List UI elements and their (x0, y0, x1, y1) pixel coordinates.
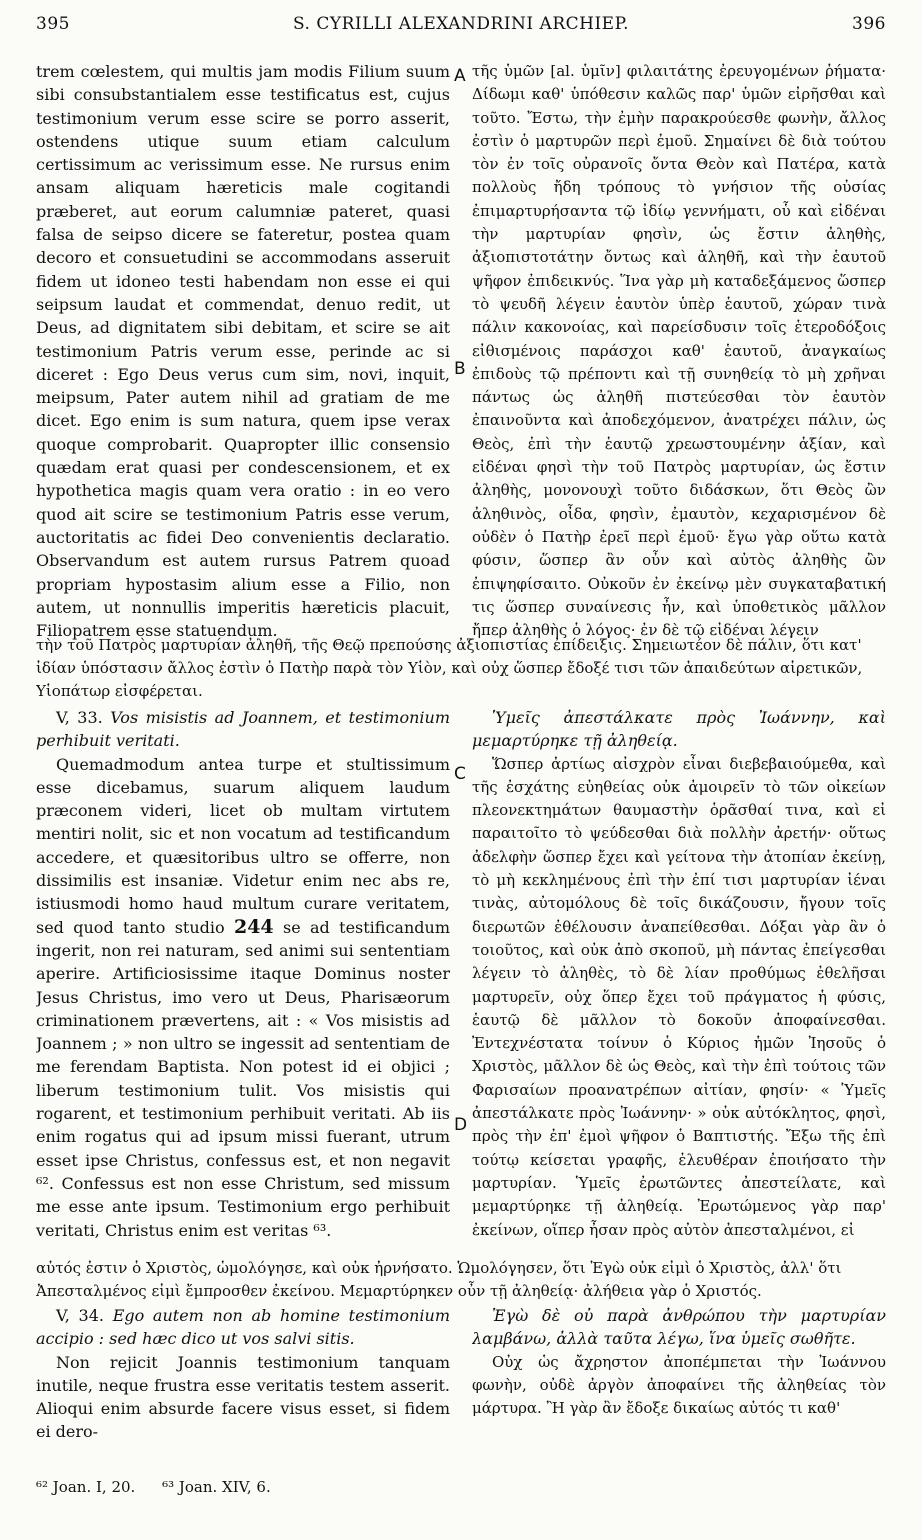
left-page-number: 395 (36, 14, 70, 34)
latin-verse-heading (36, 706, 450, 753)
margin-letter-d: D (454, 1115, 468, 1135)
greek-verse-heading: Ἐγὼ δὲ οὐ παρὰ ἀνθρώπου τὴν μαρτυρίαν λαμβάνω, ἀλλὰ ταῦτα λέγω, ἵνα ὑμεῖς σωθῆτε. (472, 1306, 886, 1349)
latin-column-1 (36, 60, 450, 647)
latin-paragraph: trem cœlestem, qui multis jam modis Filium suum sibi consubstantialem esse testificatus est, cujus testimonium verum esse scire se porro asserit, ostendens utique suum etiam calculum certissimum ac verissimum esse. Ne rursus enim ansam aliquam hæreticis male cogitandi præberet, aut eorum calumniæ pateret, quasi falsa de seipso dicere se fateretur, postea quam decoro et consuetudini se accommodans asseruit fidem ut idoneo testi habendam non esse ei qui seipsum laudat et commendat, denuo redit, ut Deus, ad dignitatem sibi debitam, et scire se ait testimonium Patris verum esse, perinde ac si diceret : Ego Deus verus cum sim, novi, inquit, meipsum, Pater autem nihil ad gratiam de me dicet. Ego enim is sum natura, quem ipse verax quoque comprobarit. Quapropter illic consensio quædam erat quasi per condescensionem, et ex hypothetica magis quam vera oratio : in eo vero quod ait scire se testimonium Patris esse verum, auctoritatis ac fidei Deo convenientis declaratio. Observandum est autem rursus Patrem quoad propriam hypostasim alium esse a Filio, non autem, ut nonnullis imperitis hæreticis placuit, Filiopatrem esse statuendum. (36, 62, 450, 641)
latin-verse-heading (36, 1304, 450, 1351)
greek-paragraph: τῆς ὑμῶν [al. ὑμῖν] φιλαιτάτης ἐρευγομένων ῥήματα· Δίδωμι καθ' ὑπόθεσιν καλῶς παρ' ὑμῶν εἰρῆσθαι καὶ τοῦτο. Ἔστω, τὴν ἐμὴν παρακρούεσθε φωνὴν, ἄλλος ἐστὶν ὁ μαρτυρῶν περὶ ἐμοῦ. Σημαίνει δὲ διὰ τούτου τὸν ἐν τοῖς οὐρανοῖς ὄντα Θεὸν καὶ Πατέρα, κατὰ πολλοὺς ἤδη τρόπους τὸ γνήσιον τῆς οὐσίας ἐπιμαρτυρήσαντα τῷ ἰδίῳ γεννήματι, οὗ καὶ εἰδέναι τὴν μαρτυρίαν φησὶν, ὡς ἔστιν ἀληθὴς, ἀξιοπιστοτάτην ὄντως καὶ ἀληθῆ, καὶ τὴν ἑαυτοῦ ψῆφον ἐπιδεικνύς. Ἵνα γὰρ μὴ καταδεξάμενος ὥσπερ τὸ ψευδῆ λέγειν ἑαυτὸν ὑπὲρ ἑαυτοῦ, χώραν τινὰ πάλιν κακονοίας, καὶ παρείσδυσιν τοῖς ἑτεροδόξοις εἰθισμένοις παράσχοι καθ' ἑαυτοῦ, ἀναγκαίως ἐπιδοὺς τῷ πρέποντι καὶ τῇ συνηθείᾳ τὸ μὴ χρῆναι πάντως ὡς ἀληθῆ πιστεύεσθαι τὸν ἑαυτὸν ἐπαινοῦντα καὶ ἀποδεχόμενον, ἀνατρέχει πάλιν, ὡς Θεὸς, ἐπὶ τὴν ἑαυτῷ χρεωστουμένην ἀξίαν, καὶ εἰδέναι φησὶ τὴν τοῦ Πατρὸς μαρτυρίαν, ὡς ἔστιν ἀληθὴς, μονονουχὶ τοῦτο διδάσκων, ὅτι Θεὸς ὢν ἀληθινὸς, οἶδα, φησὶν, ἐμαυτὸν, κεχαρισμένον δὲ οὐδὲν ὁ Πατὴρ ἐρεῖ περὶ ἐμοῦ· ἔγω γὰρ οὕτω κατὰ φύσιν, ὥσπερ ἂν οὖν καὶ αὐτὸς ἀληθὴς ὢν ἐπιψηφίσαιτο. Οὐκοῦν ἐν ἐκείνῳ μὲν συγκαταβατική τις ὥσπερ συναίνεσις ἦν, καὶ ὑποθετικὸς μᾶλλον ἤπερ ἀληθὴς ὁ λόγος· ἐν δὲ τῷ εἰδέναι λέγειν (472, 62, 886, 640)
latin-paragraph: Non rejicit Joannis testimonium tanquam inutile, neque frustra esse veritatis testem asserit. Alioqui enim absurde facere visus esset, si fidem ei dero- (36, 1352, 450, 1442)
verse-number: V, 33. (56, 708, 103, 727)
latin-column-3 (36, 1304, 450, 1444)
greek-column-1 (472, 60, 886, 647)
verse-number: V, 34. (56, 1306, 104, 1325)
greek-full-width-2 (36, 1257, 888, 1305)
margin-letter-c: C (454, 764, 466, 784)
margin-letter-a: A (454, 66, 466, 86)
right-page-number: 396 (852, 14, 886, 34)
greek-verse-heading: Ὑμεῖς ἀπεστάλκατε πρὸς Ἰωάννην, καὶ μεμαρτύρηκε τῇ ἀληθείᾳ. (472, 708, 886, 751)
greek-full-width-1 (36, 634, 888, 706)
verse-text: Vos misistis ad Joannem, et testimonium perhibuit veritati. (36, 708, 450, 751)
footnote-63: ⁶³ Joan. XIV, 6. (162, 1478, 271, 1496)
verse-text: Ego autem non ab homine testimonium accipio : sed hæc dico ut vos salvi sitis. (36, 1306, 450, 1349)
running-title: S. CYRILLI ALEXANDRINI ARCHIEP. (293, 14, 629, 34)
footnotes (36, 1478, 293, 1496)
greek-continuation: τὴν τοῦ Πατρὸς μαρτυρίαν ἀληθῆ, τῆς Θεῷ πρεπούσης ἀξιοπιστίας ἐπίδειξις. Σημειωτέον δὲ πάλιν, ὅτι κατ' ἰδίαν ὑπόστασιν ἄλλος ἐστὶν ὁ Πατὴρ παρὰ τὸν Υἱὸν, καὶ οὐχ ὥσπερ ἔδοξέ τισι τῶν ἀπαιδεύτων αἱρετικῶν, Υἱοπάτωρ εἰσφέρεται. (36, 636, 863, 700)
greek-paragraph: Ὥσπερ ἀρτίως αἰσχρὸν εἶναι διεβεβαιούμεθα, καὶ τῆς ἐσχάτης εὐηθείας οὐκ ἀμοιρεῖν τὸ τῶν οἰκείων πλεονεκτημάτων θαυμαστὴν ὁρᾶσθαί τινα, καὶ εἰ παραιτοῖτο τὸ ψεύδεσθαι διὰ πολλὴν ἀρετήν· οὕτως ἀδελφὴν ὥσπερ ἔχει καὶ γείτονα τὴν ἀτοπίαν ἐκείνῃ, τὸ μὴ κεκλημένους ἐπὶ τὴν ἐπί τισι μαρτυρίαν ἰέναι τινὰς, αὐτομόλους δὲ τοῖς δικάζουσιν, ἤγουν τοῖς διερωτῶν ἐθέλουσιν ἀναπείθεσθαι. Δόξαι γὰρ ἂν ὁ τοιοῦτος, καὶ οὐκ ἀπὸ σκοποῦ, μὴ πάντας ἐπείγεσθαι λέγειν τὸ ἀληθὲς, τὸ δὲ λίαν προθύμως ἐθελῆσαι μαρτυρεῖν, οὐχ ὅπερ ἔχει τοῦ πράγματος ἡ φύσις, ἑαυτῷ δὲ μᾶλλον τὸ δοκοῦν ἀποφαίνεσθαι. Ἐντεχνέστατα τοίνυν ὁ Κύριος ἡμῶν Ἰησοῦς ὁ Χριστὸς, μᾶλλον δὲ ὡς Θεὸς, καὶ τὴν ἐπὶ τούτοις τῶν Φαρισαίων προανατρέπων αἰτίαν, φησίν· « Ὑμεῖς ἀπεστάλκατε πρὸς Ἰωάννην· » οὐκ αὐτόκλητος, φησὶ, πρὸς τὴν ἐπ' ἐμοὶ ψῆφον ὁ Βαπτιστής. Ἔξω τῆς ἐπὶ τούτῳ κείσεται γραφῆς, ἐλευθέραν ἐποιήσατο τὴν μαρτυρίαν. Ὑμεῖς ἐρωτῶντες ἀπεστείλατε, καὶ μεμαρτύρηκε τῇ ἀληθείᾳ. Ἐρωτώμενος γὰρ παρ' ἐκείνων, οἵπερ ἦσαν πρὸς αὐτὸν ἀπεσταλμένοι, εἰ (472, 754, 886, 1239)
footnote-62: ⁶² Joan. I, 20. (36, 1478, 136, 1496)
running-header (36, 14, 886, 38)
folio-marker: 244 (233, 915, 274, 938)
greek-continuation: αὐτός ἐστιν ὁ Χριστὸς, ὡμολόγησε, καὶ οὐκ ἠρνήσατο. Ὡμολόγησεν, ὅτι Ἐγὼ οὐκ εἰμὶ ὁ Χριστὸς, ἀλλ' ὅτι Ἀπεσταλμένος εἰμὶ ἔμπροσθεν ἐκείνου. Μεμαρτύρηκεν οὖν τῇ ἀληθείᾳ· ἀλήθεια γὰρ ὁ Χριστός. (36, 1259, 842, 1300)
greek-column-3 (472, 1304, 886, 1444)
greek-paragraph: Οὐχ ὡς ἄχρηστον ἀποπέμπεται τὴν Ἰωάννου φωνὴν, οὐδὲ ἀργὸν ἀποφαίνει τῆς ἀληθείας τὸν μάρτυρα. Ἢ γὰρ ἂν ἔδοξε δικαίως αὐτός τι καθ' (472, 1352, 886, 1418)
latin-paragraph: Quemadmodum antea turpe et stultissimum esse dicebamus, suarum aliquem laudum præconem videri, licet ob multam virtutem mentiri nolit, sic et non vocatum ad testificandum accedere, et quæsitoribus ultro se offerre, non dissimilis est insaniæ. Videtur enim nec abs re, istiusmodi homo haud multum curare veritatem, sed quod tanto studio 244 se ad testificandum ingerit, non rei naturam, sed animi sui sententiam aperire. Artificiosissime itaque Dominus noster Jesus Christus, imo vero ut Deus, Pharisæorum criminationem prævertens, ait : « Vos misistis ad Joannem ; » non ultro se ingessit ad sententiam de me ferendam Baptista. Non potest id ei objici ; liberum testimonium tulit. Vos misistis qui rogarent, et testimonium perhibuit veritati. Ab iis enim rogatus qui ad ipsum missi fuerant, utrum esset ipse Christus, confessus est, et non negavit ⁶². Confessus est non esse Christum, sed missum me esse ante ipsum. Testimonium ergo perhibuit veritati, Christus enim est veritas ⁶³. (36, 754, 450, 1240)
margin-letter-b: B (454, 359, 466, 379)
